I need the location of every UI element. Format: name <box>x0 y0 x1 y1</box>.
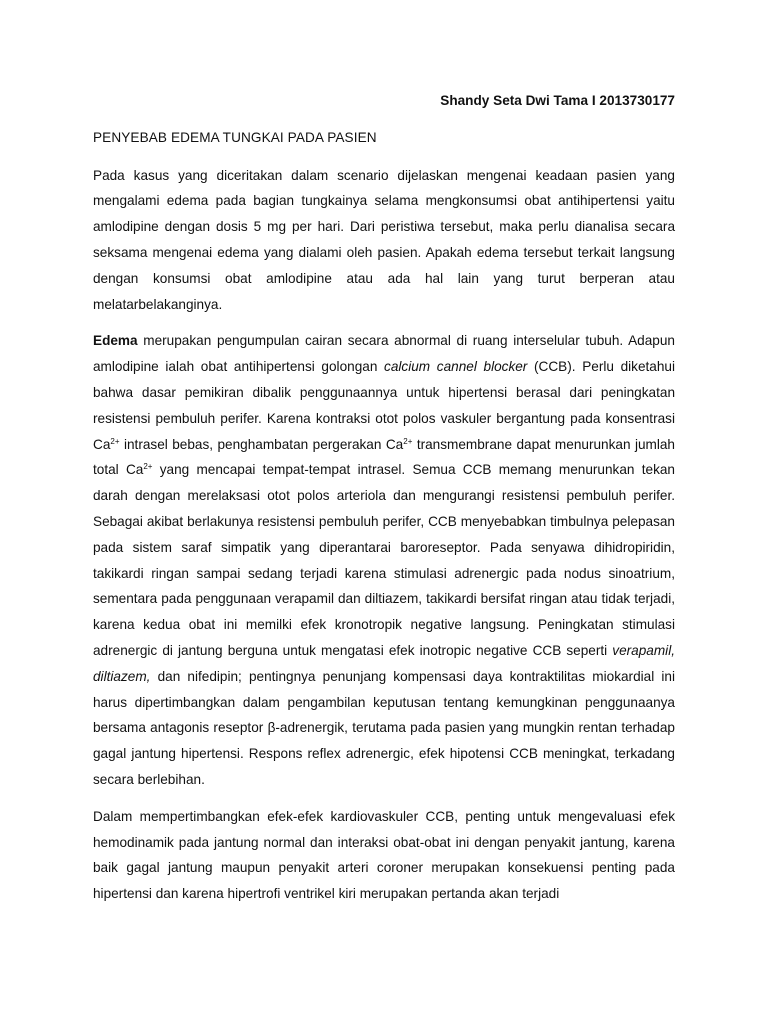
p2-text-3: intrasel bebas, penghambatan pergerakan Ca <box>119 436 404 452</box>
document-page <box>93 88 675 918</box>
p2-text-4: transmembrane dapat menurunkan jumlah total Ca <box>93 436 675 478</box>
p2-text-5: yang mencapai tempat-tempat intrasel. Semua CCB memang menurunkan tekan darah dengan merelaksasi otot polos arteriola dan mengurangi resistensi pembuluh perifer. Sebagai akibat berlakunya resistensi pembuluh perifer, CCB menyebabkan timbulnya pelepasan pada sistem saraf simpatik yang diperantarai baroreseptor. Pada senyawa dihidropiridin, takikardi ringan sampai sedang terjadi karena stimulasi adrenergic pada nodus sinoatrium, sementara pada penggunaan verapamil dan diltiazem, takikardi bersifat ringan atau tidak terjadi, karena kedua obat ini memilki efek kronotropik negative langsung. Peningkatan stimulasi adrenergic di jantung berguna untuk mengatasi efek inotropic negative CCB seperti <box>93 462 675 658</box>
superscript-1: 2+ <box>110 436 120 446</box>
paragraph-2 <box>93 328 675 792</box>
p2-text-6: dan nifedipin; pentingnya penunjang kompensasi daya kontraktilitas miokardial ini harus dipertimbangkan dalam pengambilan keputusan tentang kemungkinan penggunaanya bersama antagonis reseptor β-adrenergik, terutama pada pasien yang mungkin rentan terhadap gagal jantung hipertensi. Respons reflex adrenergic, efek hipotensi CCB meningkat, terkadang secara berlebihan. <box>93 668 675 787</box>
term-edema: Edema <box>93 333 138 349</box>
superscript-2: 2+ <box>403 436 413 446</box>
document-title: PENYEBAB EDEMA TUNGKAI PADA PASIEN <box>93 129 377 145</box>
paragraph-3: Dalam mempertimbangkan efek-efek kardiovaskuler CCB, penting untuk mengevaluasi efek hemodinamik pada jantung normal dan interaksi obat-obat ini dengan penyakit jantung, karena baik gagal jantung maupun penyakit arteri coroner merupakan konsekuensi penting pada hipertensi dan karena hipertrofi ventrikel kiri merupakan pertanda akan terjadi <box>93 808 675 902</box>
paragraph-1: Pada kasus yang diceritakan dalam scenario dijelaskan mengenai keadaan pasien yang mengalami edema pada bagian tungkainya selama mengkonsumsi obat antihipertensi yaitu amlodipine dengan dosis 5 mg per hari. Dari peristiwa tersebut, maka perlu dianalisa secara seksama mengenai edema yang dialami oleh pasien. Apakah edema tersebut terkait langsung dengan konsumsi obat amlodipine atau ada hal lain yang turut berperan atau melatarbelakanginya. <box>93 167 675 312</box>
superscript-3: 2+ <box>143 462 153 472</box>
drug-names: verapamil, diltiazem, <box>93 642 675 684</box>
p2-text-2: (CCB). Perlu diketahui bahwa dasar pemikiran dibalik penggunaannya untuk hipertensi berasal dari peningkatan resistensi pembuluh perifer. Karena kontraksi otot polos vaskuler bergantung pada konsentrasi Ca <box>93 359 676 452</box>
p2-text-1: merupakan pengumpulan cairan secara abnormal di ruang interselular tubuh. Adapun amlodipine ialah obat antihipertensi golongan <box>93 333 675 375</box>
author-line: Shandy Seta Dwi Tama I 2013730177 <box>440 93 675 108</box>
ccb-term: calcium cannel blocker <box>384 359 528 375</box>
